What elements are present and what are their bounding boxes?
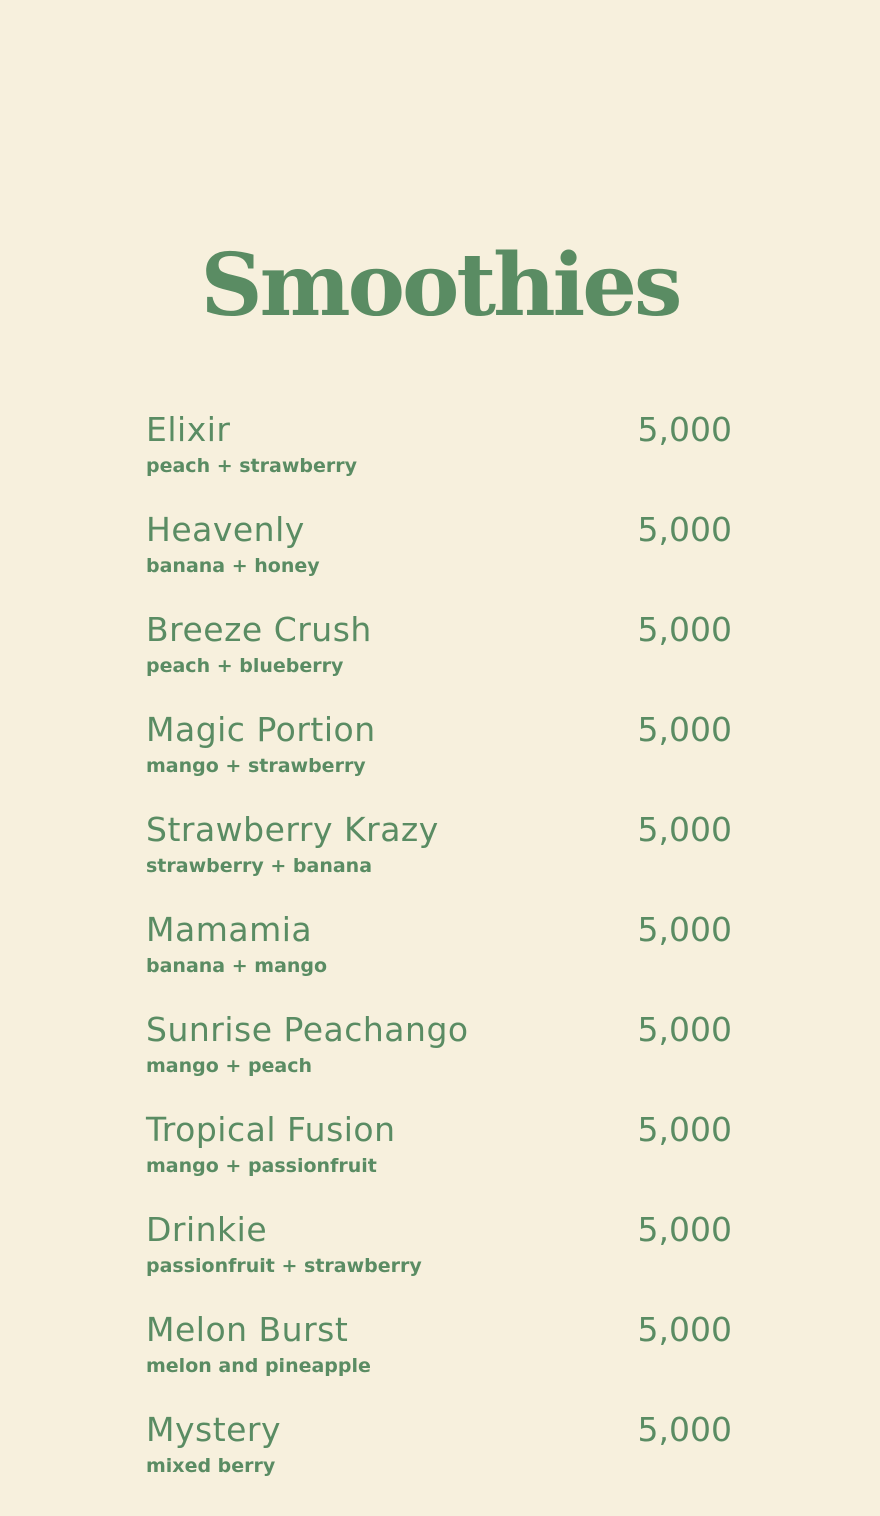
item-name: Breeze Crush	[146, 610, 372, 649]
item-price: 5,000	[637, 1210, 732, 1249]
menu-item	[146, 609, 732, 709]
item-description: banana + mango	[146, 955, 328, 977]
item-name: Drinkie	[146, 1210, 268, 1249]
item-price: 5,000	[637, 610, 732, 649]
menu-item	[146, 909, 732, 1009]
menu-item	[146, 1209, 732, 1309]
menu-item	[146, 1009, 732, 1109]
item-name: Magic Portion	[146, 710, 376, 749]
menu-item	[146, 509, 732, 609]
item-price: 5,000	[637, 1110, 732, 1149]
item-price: 5,000	[637, 1310, 732, 1349]
menu-item	[146, 709, 732, 809]
item-name: Mamamia	[146, 910, 313, 949]
item-name: Sunrise Peachango	[146, 1010, 469, 1049]
item-name: Heavenly	[146, 510, 305, 549]
item-price: 5,000	[637, 510, 732, 549]
item-name: Elixir	[146, 410, 231, 449]
item-description: banana + honey	[146, 555, 320, 577]
item-price: 5,000	[637, 1010, 732, 1049]
item-description: passionfruit + strawberry	[146, 1255, 422, 1277]
item-name: Tropical Fusion	[146, 1110, 396, 1149]
item-price: 5,000	[637, 410, 732, 449]
item-description: mango + strawberry	[146, 755, 366, 777]
item-name: Mystery	[146, 1410, 282, 1449]
item-description: mango + passionfruit	[146, 1155, 377, 1177]
menu-item	[146, 1109, 732, 1209]
item-name: Melon Burst	[146, 1310, 349, 1349]
item-description: strawberry + banana	[146, 855, 373, 877]
menu-item	[146, 1309, 732, 1409]
item-description: mixed berry	[146, 1455, 276, 1477]
menu-item	[146, 409, 732, 509]
item-name: Strawberry Krazy	[146, 810, 439, 849]
menu-item	[146, 1409, 732, 1509]
item-description: melon and pineapple	[146, 1355, 371, 1377]
menu-title: Smoothies	[200, 235, 680, 336]
item-price: 5,000	[637, 910, 732, 949]
item-description: mango + peach	[146, 1055, 313, 1077]
item-price: 5,000	[637, 810, 732, 849]
menu-item	[146, 809, 732, 909]
item-price: 5,000	[637, 1410, 732, 1449]
item-price: 5,000	[637, 710, 732, 749]
item-description: peach + blueberry	[146, 655, 344, 677]
menu-list	[146, 409, 732, 1509]
item-description: peach + strawberry	[146, 455, 357, 477]
